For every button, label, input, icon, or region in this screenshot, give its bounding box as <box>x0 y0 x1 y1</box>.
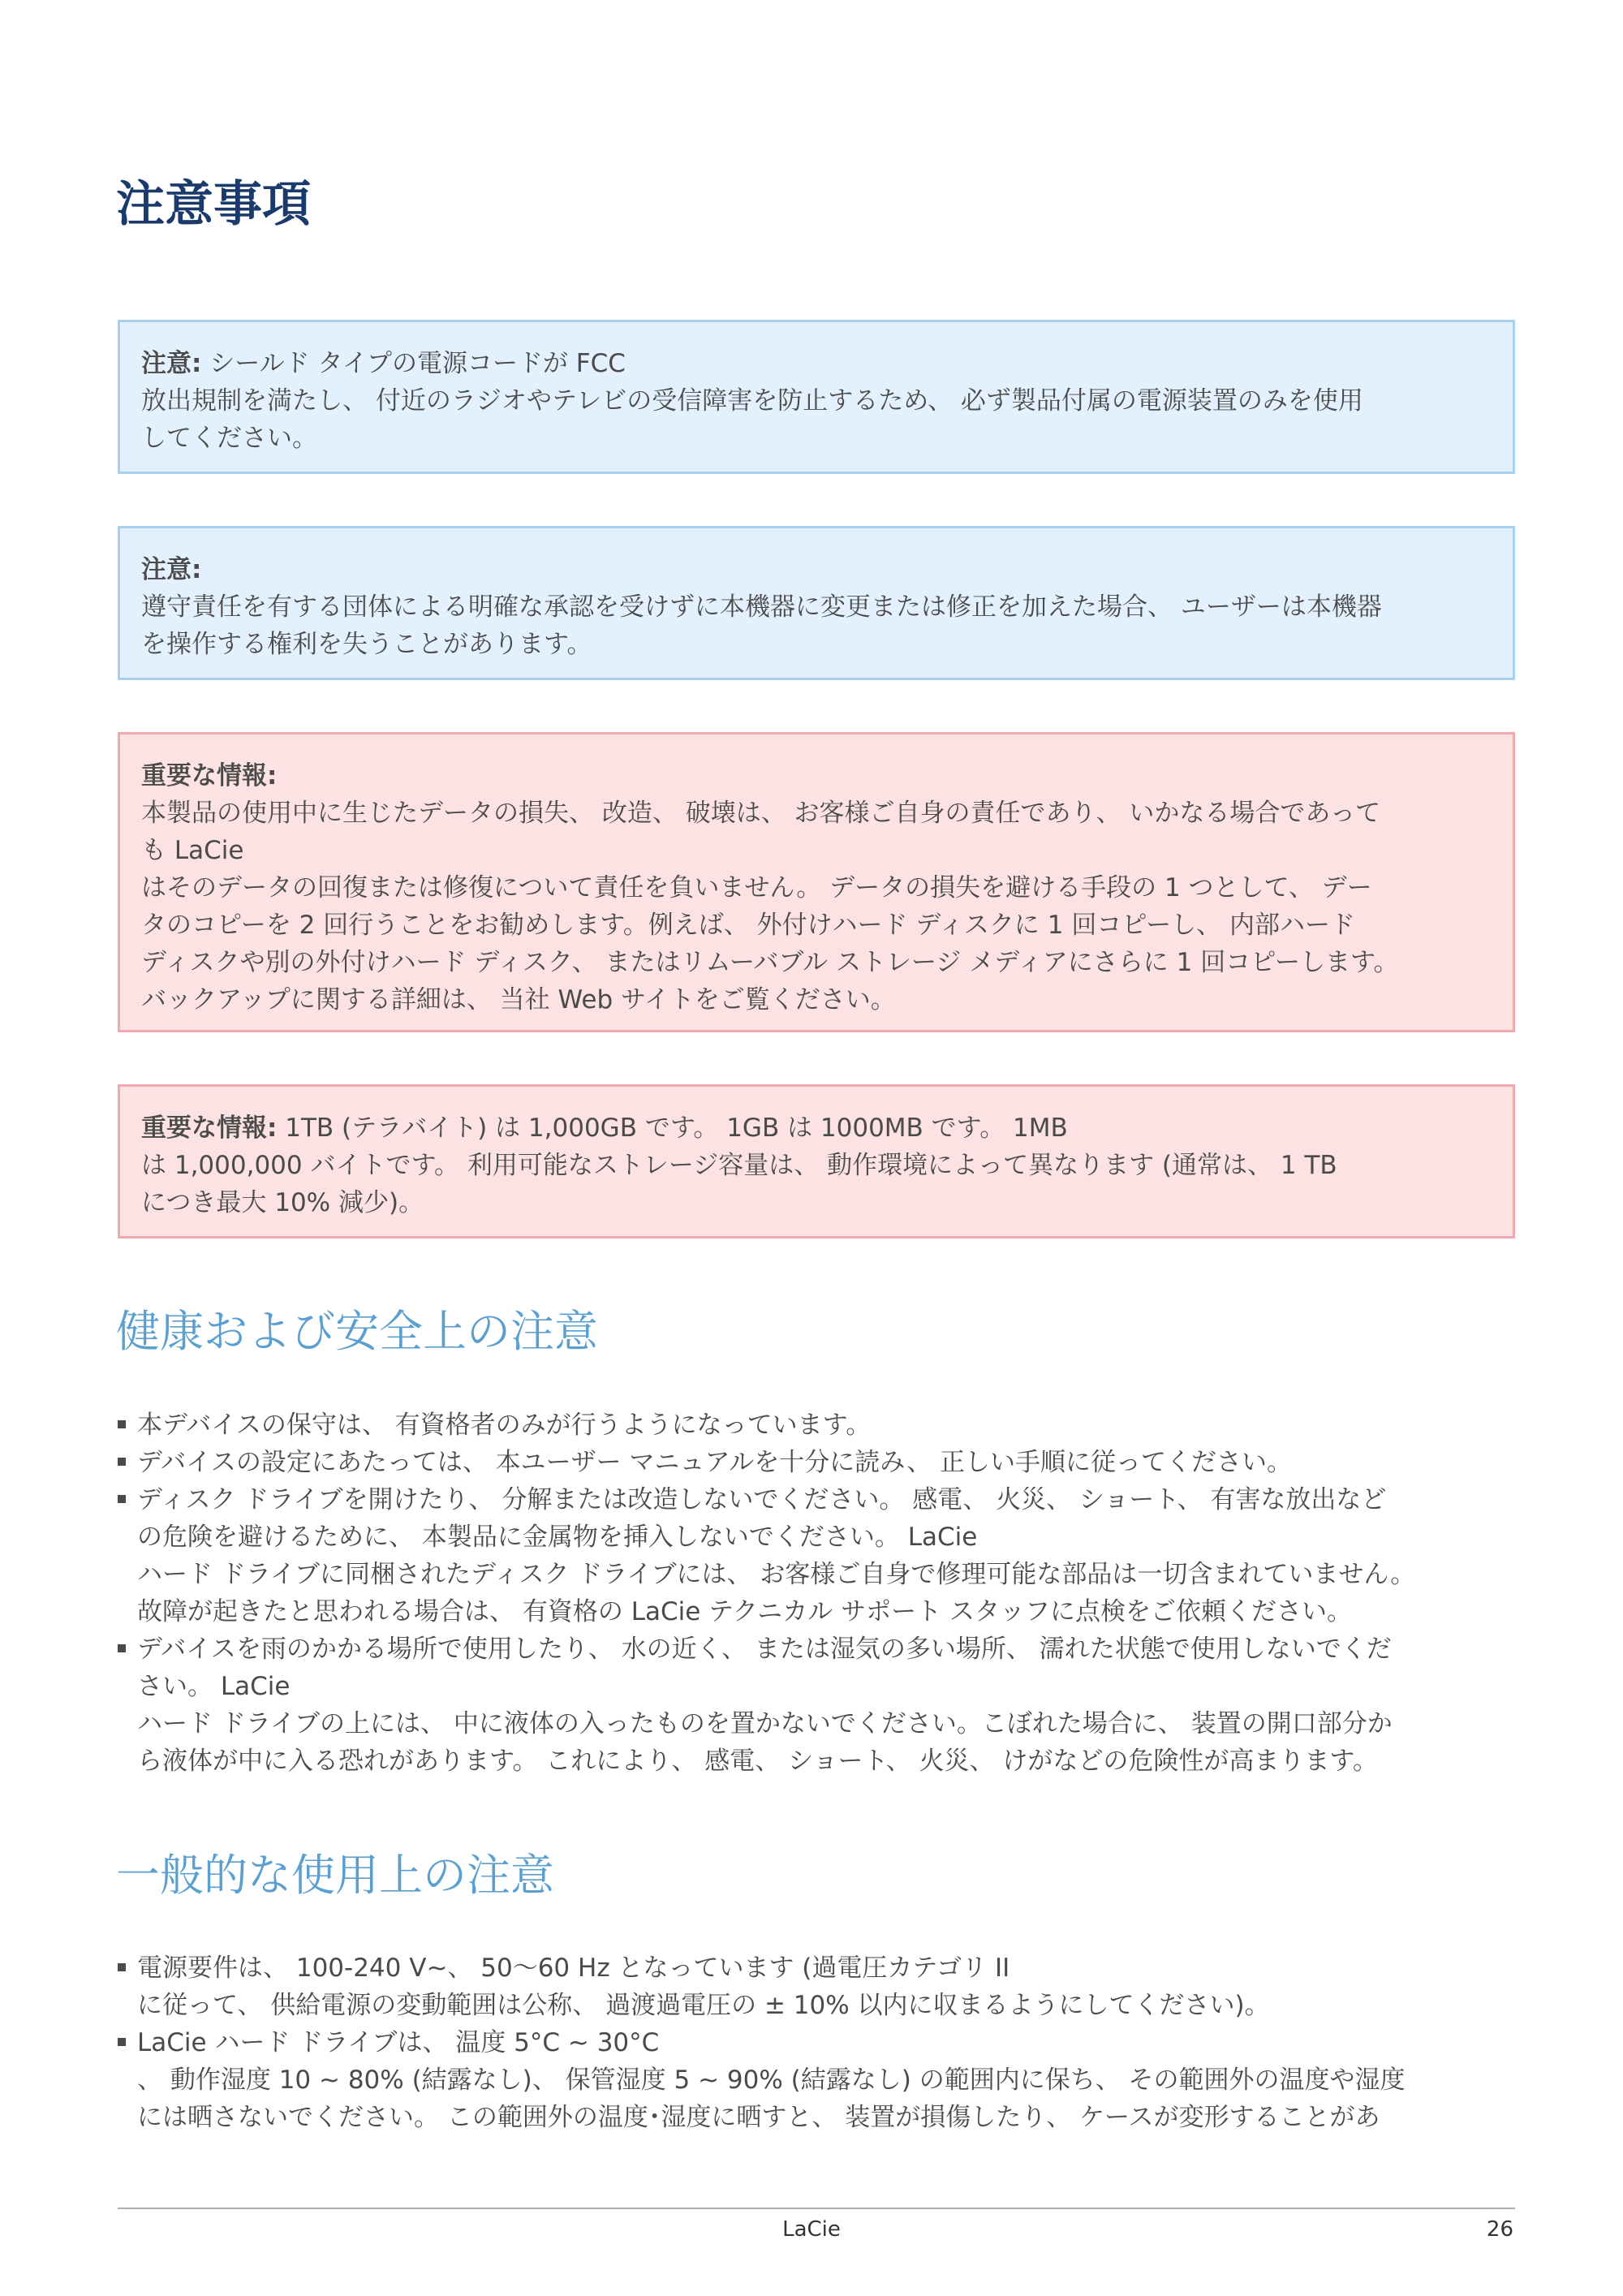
list-item-text: デバイスの設定にあたっては、 本ユーザー マニュアルを十分に読み、 正しい手順に従ってください。 <box>137 1448 1293 1477</box>
callout-note-1 <box>118 320 1515 474</box>
list-item-text: ディスク ドライブを開けたり、 分解または改造しないでください。 感電、 火災、 ショート、 有害な放出など の危険を避けるために、 本製品に金属物を挿入しないでください。 LaCie ハード ドライブに同梱されたディスク ドライブには、 お客様ご自身で修理可能な部品は一切含まれていません。 故障が起きたと思われる場合は、 有資格の LaCie テクニカル サポート スタッフに点検をご依頼ください。 <box>137 1485 1416 1626</box>
list-item <box>118 1949 1530 2024</box>
list-item <box>118 1444 1530 1481</box>
list-item <box>118 1481 1530 1630</box>
list-item <box>118 1406 1530 1444</box>
callout-important-1 <box>118 732 1515 1032</box>
list-item <box>118 2024 1530 2136</box>
bullet-icon <box>118 1963 126 1971</box>
callout-label: 重要な情報: <box>141 761 278 790</box>
callout-text: シールド タイプの電源コードが FCC 放出規制を満たし、 付近のラジオやテレビの受信障害を防止するため、 必ず製品付属の電源装置のみを使用 してください。 <box>141 349 1363 453</box>
general-use-list <box>118 1949 1530 2136</box>
bullet-icon <box>118 2038 126 2046</box>
callout-label: 注意: <box>141 555 202 584</box>
callout-label: 重要な情報: <box>141 1114 278 1143</box>
callout-text: 遵守責任を有する団体による明確な承認を受けずに本機器に変更または修正を加えた場合、 ユーザーは本機器 を操作する権利を失うことがあります。 <box>141 592 1382 659</box>
callout-note-2 <box>118 526 1515 680</box>
footer-brand: LaCie <box>782 2217 841 2242</box>
list-item <box>118 1630 1530 1780</box>
callout-label: 注意: <box>141 349 202 378</box>
section-heading-general-use: 一般的な使用上の注意 <box>116 1850 554 1901</box>
health-safety-list <box>118 1406 1530 1780</box>
list-item-text: 本デバイスの保守は、 有資格者のみが行うようになっています。 <box>137 1411 872 1440</box>
list-item-text: LaCie ハード ドライブは、 温度 5°C ~ 30°C 、 動作湿度 10 ~ 80% (結露なし)、 保管湿度 5 ~ 90% (結露なし) の範囲内に保ち、 その範囲外の温度や湿度 には晒さないでください。 この範囲外の温度･湿度に晒すと、 装置が損傷したり、 ケースが変形することがあ <box>137 2028 1406 2132</box>
section-heading-health-safety: 健康および安全上の注意 <box>116 1306 598 1357</box>
bullet-icon <box>118 1644 126 1652</box>
page-number: 26 <box>1486 2217 1513 2242</box>
callout-text: 本製品の使用中に生じたデータの損失、 改造、 破壊は、 お客様ご自身の責任であり、 いかなる場合であって も LaCie はそのデータの回復または修復について責任を負いません。 データの損失を避ける手段の 1 つとして、 デー タのコピーを 2 回行うことをお勧めします。例えば、 外付けハード ディスクに 1 回コピーし、 内部ハード ディスクや別の外付けハード ディスク、 またはリムーバブル ストレージ メディアにさらに 1 回コピーします。 バックアップに関する詳細は、 当社 Web サイトをご覧ください。 <box>141 799 1399 1014</box>
callout-important-2 <box>118 1084 1515 1238</box>
page-title: 注意事項 <box>116 176 311 233</box>
list-item-text: デバイスを雨のかかる場所で使用したり、 水の近く、 または湿気の多い場所、 濡れた状態で使用しないでくだ さい。 LaCie ハード ドライブの上には、 中に液体の入ったものを置かないでください。こぼれた場合に、 装置の開口部分か ら液体が中に入る恐れがあります。 これにより、 感電、 ショート、 火災、 けがなどの危険性が高まります。 <box>137 1635 1393 1776</box>
footer-divider <box>118 2208 1515 2209</box>
callout-text: 1TB (テラバイト) は 1,000GB です。 1GB は 1000MB です。 1MB は 1,000,000 バイトです。 利用可能なストレージ容量は、 動作環境によって異なります (通常は、 1 TB につき最大 10% 減少)。 <box>141 1114 1337 1217</box>
bullet-icon <box>118 1420 126 1428</box>
list-item-text: 電源要件は、 100-240 V~、 50～60 Hz となっています (過電圧カテゴリ II に従って、 供給電源の変動範囲は公称、 過渡過電圧の ± 10% 以内に収まるようにしてください)。 <box>137 1954 1270 2020</box>
bullet-icon <box>118 1458 126 1466</box>
bullet-icon <box>118 1495 126 1503</box>
